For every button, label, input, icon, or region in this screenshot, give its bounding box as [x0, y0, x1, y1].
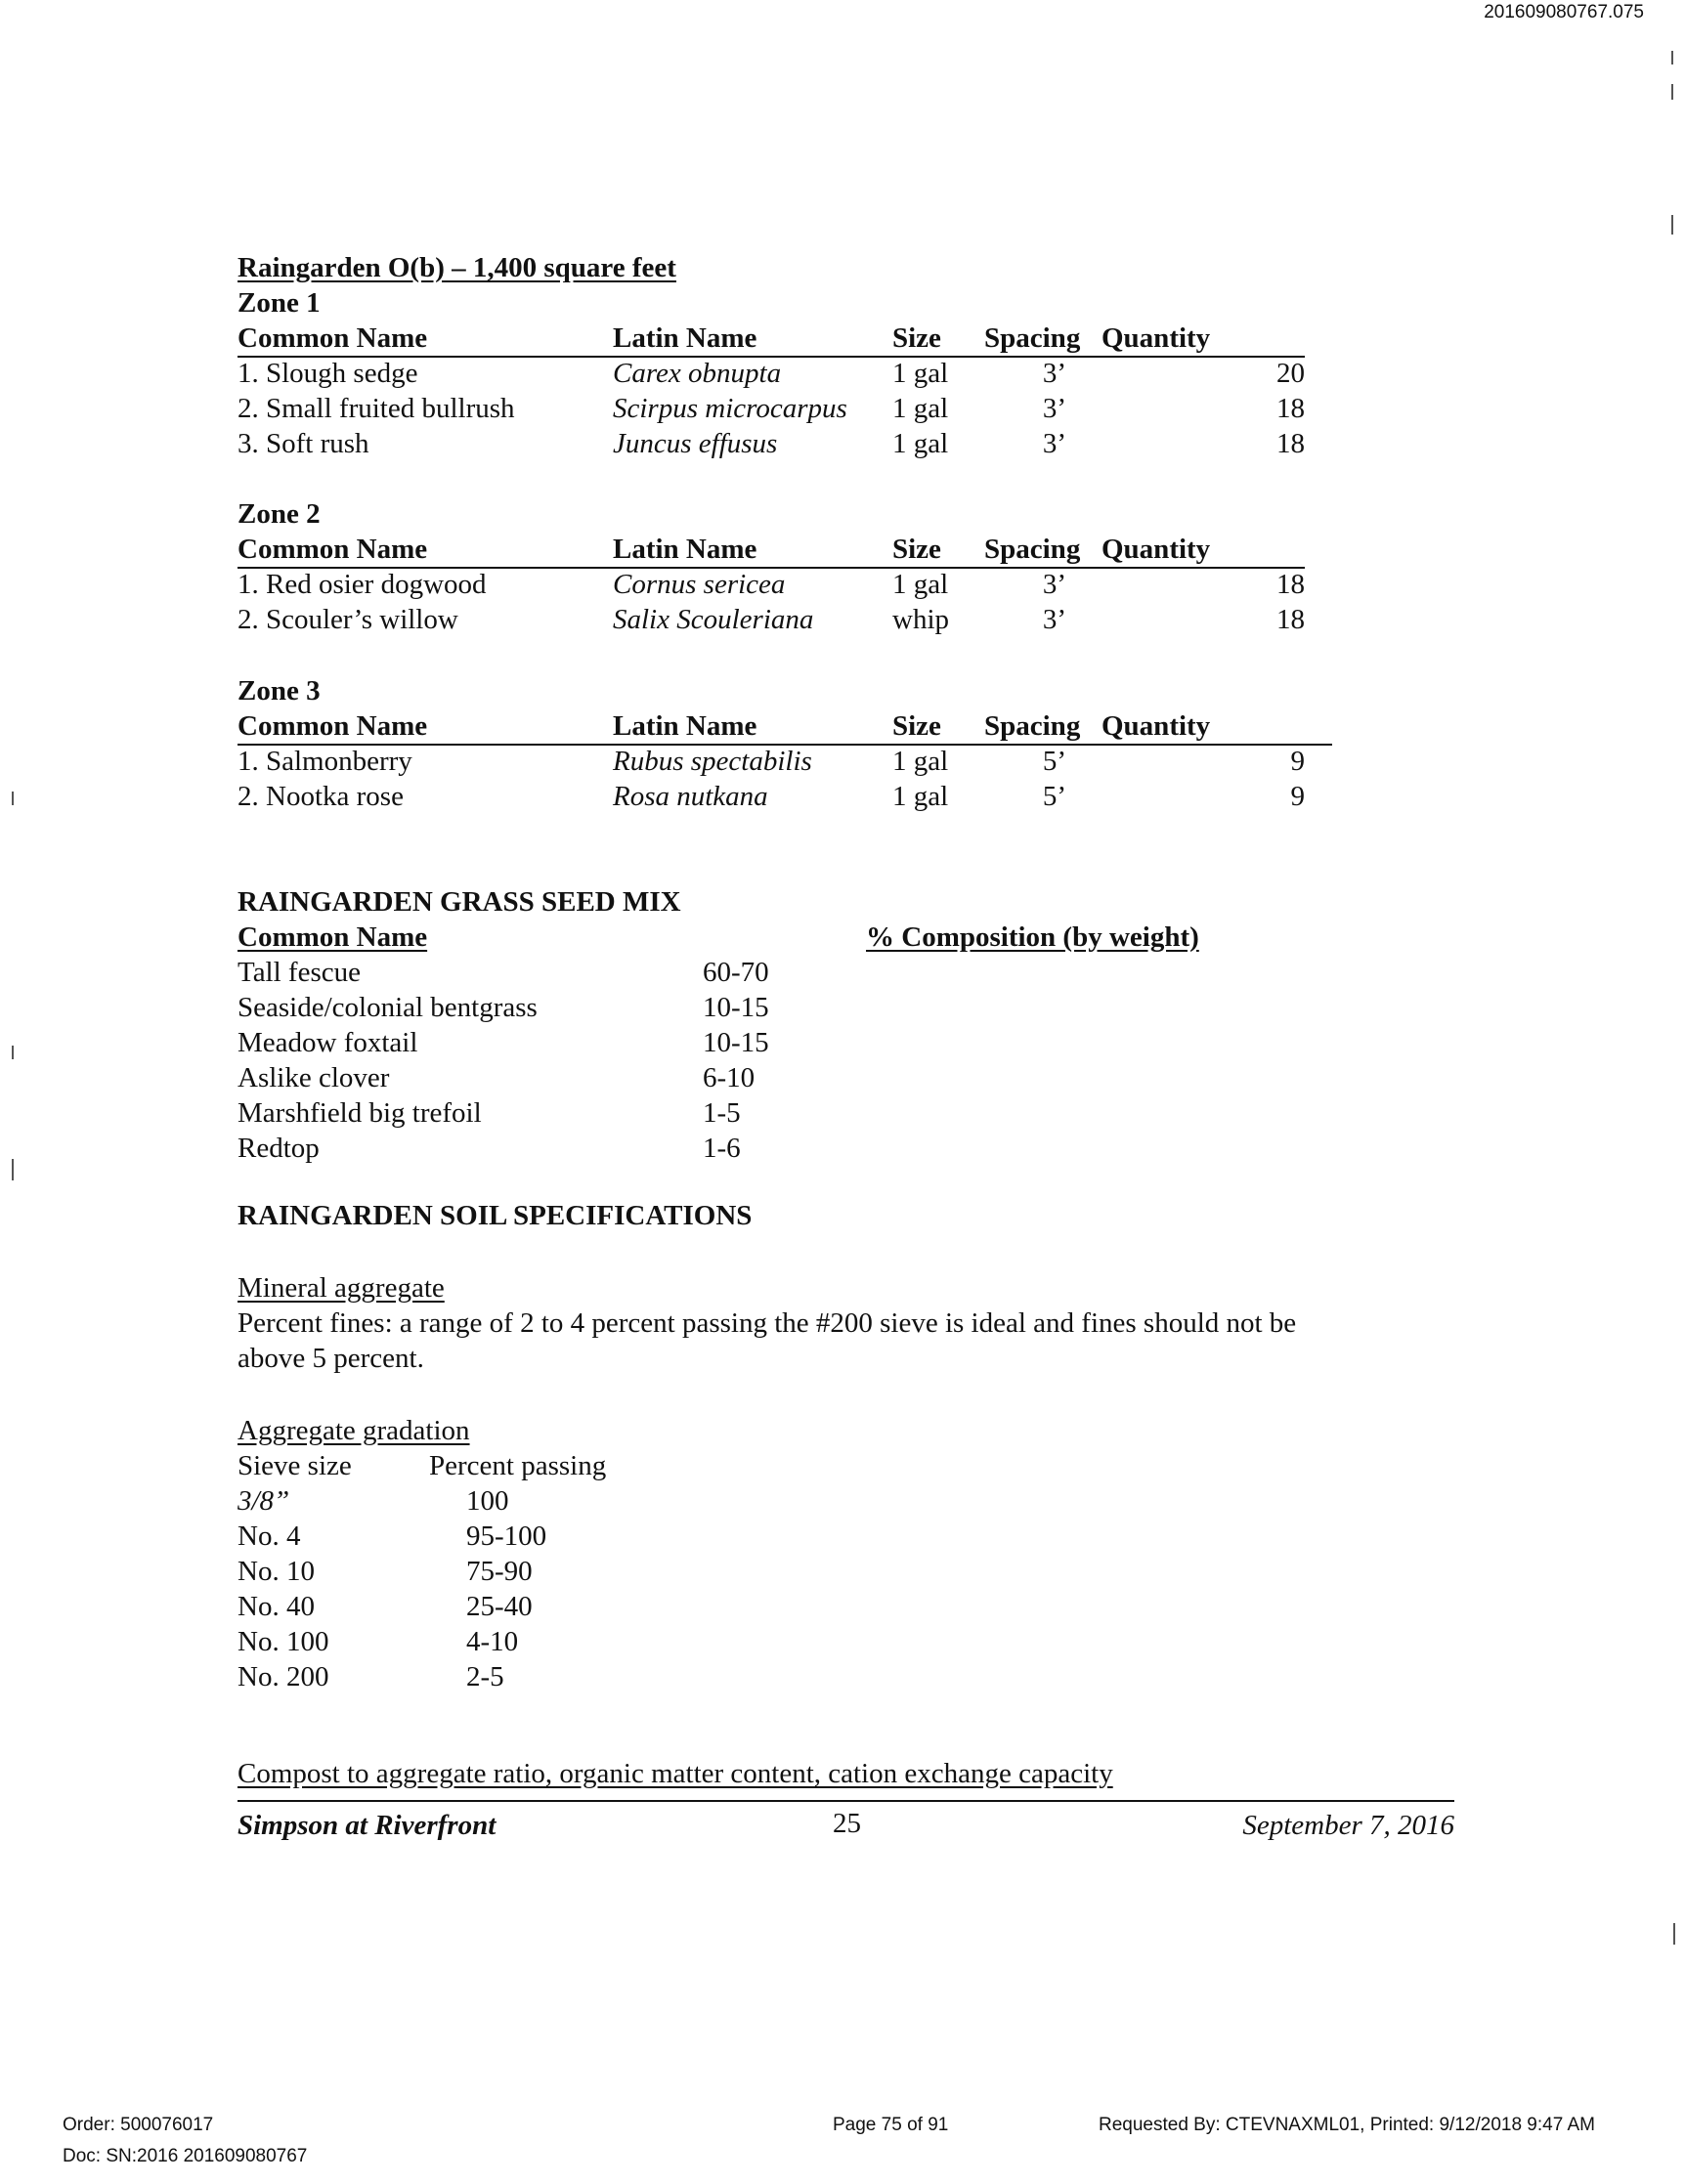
table-row	[238, 990, 769, 1025]
table-row	[238, 428, 1305, 463]
percent-passing: 25-40	[466, 1590, 533, 1622]
table-row	[238, 1554, 606, 1589]
col-composition: % Composition (by weight)	[866, 921, 1199, 953]
col-quantity: Quantity	[1102, 321, 1305, 357]
col-common-name: Common Name	[238, 921, 428, 953]
table-header-row	[238, 708, 1332, 745]
zone-1-table	[238, 321, 1305, 463]
percent-passing: 2-5	[466, 1660, 504, 1692]
table-row	[238, 745, 1332, 781]
percent-passing: 75-90	[466, 1555, 533, 1587]
spacing: 3’	[1042, 569, 1066, 600]
col-quantity: Quantity	[1102, 708, 1332, 745]
latin-name: Carex obnupta	[613, 358, 782, 389]
quantity: 18	[1276, 604, 1305, 635]
spacing: 5’	[1042, 746, 1066, 777]
order-number: Order: 500076017	[63, 2115, 214, 2135]
spacing: 5’	[1042, 781, 1066, 812]
seed-pct: 1-5	[703, 1096, 741, 1129]
sieve-size: 3/8”	[238, 1484, 290, 1517]
size: 1 gal	[892, 393, 949, 424]
scan-mark	[1673, 1923, 1675, 1945]
seed-mix-table	[238, 920, 1199, 955]
seed-name: Redtop	[238, 1132, 320, 1164]
requested-by: Requested By: CTEVNAXML01, Printed: 9/12/2018 9:47 AM	[1099, 2115, 1596, 2135]
table-header-row	[238, 1448, 606, 1483]
col-composition-cell	[628, 920, 1199, 955]
col-size: Size	[892, 321, 984, 357]
latin-name: Scirpus microcarpus	[613, 393, 847, 424]
quantity: 18	[1276, 393, 1305, 424]
quantity: 9	[1290, 781, 1305, 812]
footer-rule	[238, 1800, 1454, 1802]
col-latin-name: Latin Name	[613, 708, 892, 745]
print-page: Page 75 of 91	[833, 2115, 949, 2135]
seed-name: Seaside/colonial bentgrass	[238, 991, 538, 1023]
sieve-size: No. 40	[238, 1590, 315, 1622]
percent-passing: 95-100	[466, 1520, 547, 1552]
spacing: 3’	[1042, 604, 1066, 635]
size: 1 gal	[892, 746, 949, 777]
size: whip	[892, 604, 949, 635]
sieve-size: No. 200	[238, 1660, 329, 1692]
mineral-text-line-2: above 5 percent.	[238, 1343, 424, 1374]
spacing: 3’	[1042, 393, 1066, 424]
seed-name: Tall fescue	[238, 956, 361, 988]
common-name: 2. Scouler’s willow	[238, 604, 458, 635]
quantity: 18	[1276, 428, 1305, 459]
col-sieve-size: Sieve size	[238, 1449, 352, 1481]
table-header-row	[238, 532, 1305, 568]
zone-3-label: Zone 3	[238, 675, 321, 707]
seed-name: Aslike clover	[238, 1061, 390, 1093]
footer-project: Simpson at Riverfront	[238, 1810, 497, 1841]
raingarden-title: Raingarden O(b) – 1,400 square feet	[238, 252, 676, 283]
scan-mark	[12, 792, 14, 805]
table-row	[238, 393, 1305, 428]
table-row	[238, 781, 1332, 816]
zone-2-label: Zone 2	[238, 498, 321, 530]
spacing: 3’	[1042, 428, 1066, 459]
quantity: 20	[1276, 358, 1305, 389]
scan-mark	[12, 1046, 14, 1059]
table-row	[238, 1659, 606, 1694]
latin-name: Juncus effusus	[613, 428, 778, 459]
col-percent-passing: Percent passing	[429, 1449, 607, 1481]
table-row	[238, 1589, 606, 1624]
seed-name: Marshfield big trefoil	[238, 1096, 482, 1129]
table-row	[238, 604, 1305, 639]
size: 1 gal	[892, 428, 949, 459]
scan-mark	[12, 1159, 14, 1180]
col-common-name: Common Name	[238, 321, 613, 357]
col-common-name: Common Name	[238, 708, 613, 745]
scan-mark	[1671, 51, 1673, 64]
seed-mix-title: RAINGARDEN GRASS SEED MIX	[238, 886, 681, 918]
seed-pct: 6-10	[703, 1061, 756, 1093]
table-row	[238, 1519, 606, 1554]
common-name: 2. Small fruited bullrush	[238, 393, 515, 424]
common-name: 3. Soft rush	[238, 428, 369, 459]
table-row	[238, 357, 1305, 393]
col-quantity: Quantity	[1102, 532, 1305, 568]
percent-passing: 4-10	[466, 1625, 519, 1657]
col-spacing: Spacing	[984, 321, 1102, 357]
sieve-size: No. 100	[238, 1625, 329, 1657]
quantity: 18	[1276, 569, 1305, 600]
col-common-name: Common Name	[238, 532, 613, 568]
seed-pct: 60-70	[703, 956, 769, 988]
percent-passing: 100	[466, 1484, 509, 1517]
latin-name: Cornus sericea	[613, 569, 786, 600]
seed-pct: 10-15	[703, 991, 769, 1023]
table-row	[238, 1095, 769, 1131]
col-spacing: Spacing	[984, 708, 1102, 745]
zone-3-table	[238, 708, 1332, 816]
footer-page-number: 25	[833, 1808, 861, 1839]
size: 1 gal	[892, 569, 949, 600]
soil-title: RAINGARDEN SOIL SPECIFICATIONS	[238, 1200, 753, 1231]
gradation-table	[238, 1448, 606, 1694]
sieve-size: No. 4	[238, 1520, 301, 1552]
scan-mark	[1671, 84, 1673, 100]
common-name: 1. Red osier dogwood	[238, 569, 487, 600]
seed-mix-rows	[238, 955, 769, 1166]
scan-mark	[1671, 215, 1673, 235]
seed-name: Meadow foxtail	[238, 1026, 418, 1058]
latin-name: Rosa nutkana	[613, 781, 768, 812]
table-header-row	[238, 321, 1305, 357]
table-row	[238, 1483, 606, 1519]
quantity: 9	[1290, 746, 1305, 777]
latin-name: Rubus spectabilis	[613, 746, 812, 777]
common-name: 2. Nootka rose	[238, 781, 404, 812]
seed-pct: 1-6	[703, 1132, 741, 1164]
table-row	[238, 955, 769, 990]
seed-pct: 10-15	[703, 1026, 769, 1058]
mineral-heading: Mineral aggregate	[238, 1272, 445, 1304]
footer-date: September 7, 2016	[1242, 1810, 1454, 1841]
document-id: 201609080767.075	[1484, 2, 1644, 22]
col-latin-name: Latin Name	[613, 532, 892, 568]
doc-number: Doc: SN:2016 201609080767	[63, 2146, 308, 2166]
common-name: 1. Salmonberry	[238, 746, 412, 777]
compost-heading: Compost to aggregate ratio, organic matter content, cation exchange capacity	[238, 1758, 1113, 1789]
col-size: Size	[892, 708, 984, 745]
common-name: 1. Slough sedge	[238, 358, 418, 389]
table-row	[238, 1131, 769, 1166]
table-row	[238, 568, 1305, 604]
col-spacing: Spacing	[984, 532, 1102, 568]
table-row	[238, 1025, 769, 1060]
col-size: Size	[892, 532, 984, 568]
gradation-heading: Aggregate gradation	[238, 1415, 470, 1446]
table-row	[238, 1624, 606, 1659]
col-latin-name: Latin Name	[613, 321, 892, 357]
zone-2-table	[238, 532, 1305, 639]
size: 1 gal	[892, 781, 949, 812]
sieve-size: No. 10	[238, 1555, 315, 1587]
latin-name: Salix Scouleriana	[613, 604, 814, 635]
spacing: 3’	[1042, 358, 1066, 389]
zone-1-label: Zone 1	[238, 287, 321, 319]
table-row	[238, 1060, 769, 1095]
mineral-text-line-1: Percent fines: a range of 2 to 4 percent passing the #200 sieve is ideal and fines should not be	[238, 1307, 1297, 1339]
table-header-row	[238, 920, 1199, 955]
size: 1 gal	[892, 358, 949, 389]
col-common-name-cell	[238, 920, 628, 955]
